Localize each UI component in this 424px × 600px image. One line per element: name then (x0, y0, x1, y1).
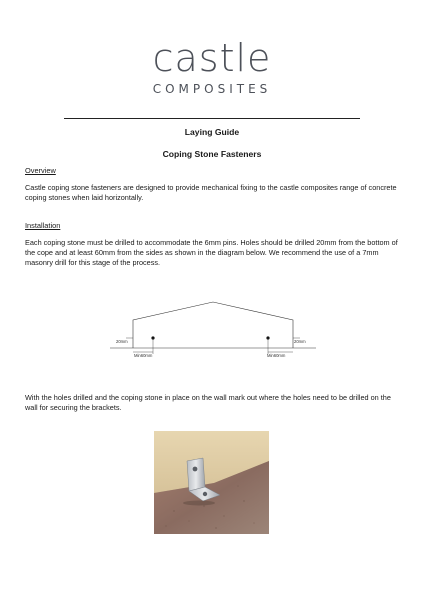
left-height-label: 20mm (116, 339, 128, 344)
header-divider (64, 118, 360, 119)
installation-paragraph: Each coping stone must be drilled to accommodate the 6mm pins. Holes should be drilled 20mm from the bottom of the cope and at least 60mm from the sides as shown in the diagram below. We recommend the use of a 7mm masonry drill for this stage of the process. (25, 238, 398, 267)
coping-stone-diagram (108, 300, 318, 360)
document-subtitle: Coping Stone Fasteners (162, 149, 262, 159)
bracket-shadow (183, 501, 215, 506)
logo-subtitle: COMPOSITES (152, 82, 272, 96)
bracket-lower-hole (203, 492, 207, 496)
bracket-photo-svg (154, 431, 269, 534)
bracket-photo (154, 431, 269, 534)
coping-stone-svg (108, 300, 318, 360)
overview-heading: Overview (25, 166, 56, 175)
castle-logo (0, 36, 424, 96)
bracket-upper-hole (193, 467, 198, 472)
right-side-label: Min60mm (267, 353, 286, 358)
left-side-label: Min60mm (134, 353, 153, 358)
overview-paragraph: Castle coping stone fasteners are designed to provide mechanical fixing to the castle composites range of concrete coping stones when laid horizontally. (25, 183, 397, 202)
logo-wordmark: castle (152, 36, 272, 80)
bracket-vertical-plate (187, 458, 205, 491)
installation-heading: Installation (25, 221, 61, 230)
coping-stone-outline (133, 302, 293, 348)
document-title: Laying Guide (184, 127, 240, 137)
right-height-label: 20mm (294, 339, 306, 344)
marking-paragraph: With the holes drilled and the coping stone in place on the wall mark out where the holes need to be drilled on the wall for securing the brackets. (25, 393, 391, 412)
